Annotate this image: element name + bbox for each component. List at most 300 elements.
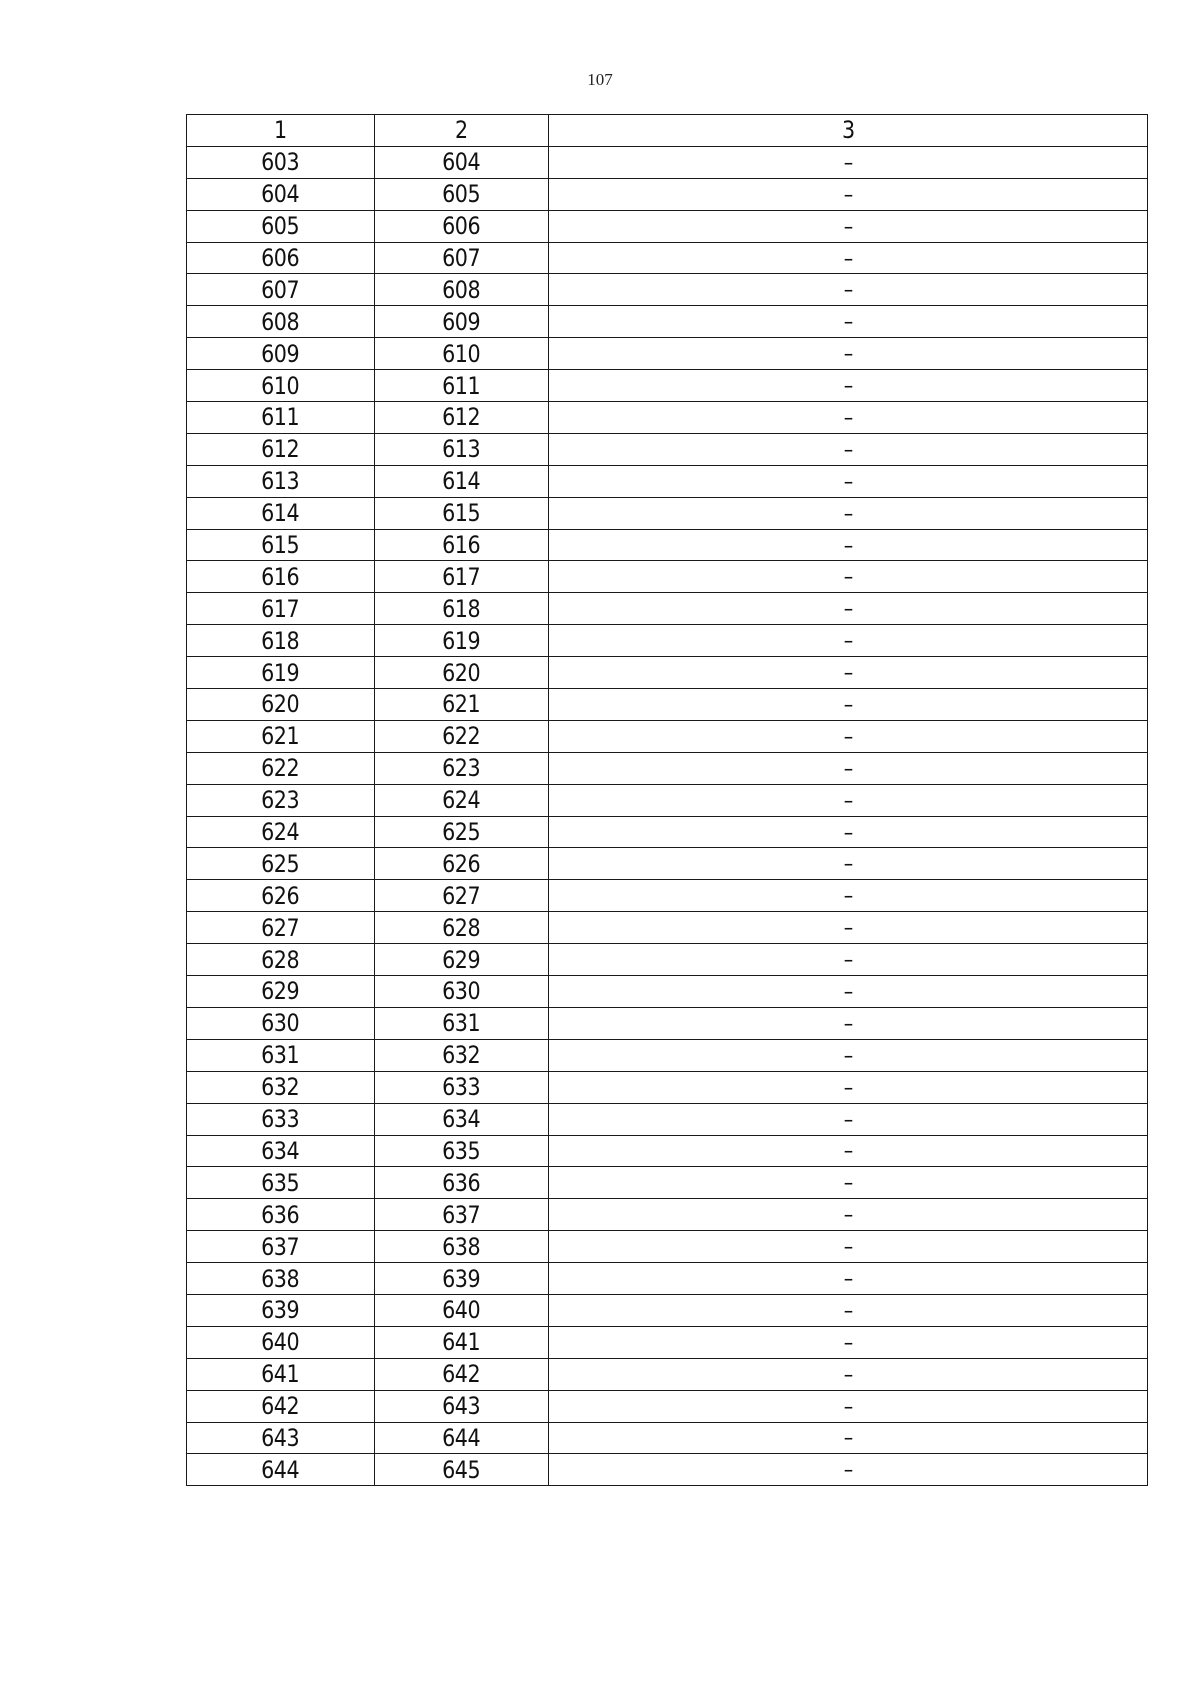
- number-value: 625: [261, 849, 300, 878]
- table-cell-col-2: [375, 1071, 549, 1103]
- dash-value: –: [843, 374, 853, 400]
- table-cell-col-2: [375, 1390, 549, 1422]
- number-value: 626: [261, 881, 300, 910]
- table-row: [187, 752, 1148, 784]
- number-value: 614: [261, 499, 300, 528]
- table-cell-col-3: [549, 944, 1148, 976]
- number-value: 607: [261, 275, 300, 304]
- number-value: 627: [261, 913, 300, 942]
- table-cell-col-3: [549, 1358, 1148, 1390]
- number-value: 609: [261, 339, 300, 368]
- dash-value: –: [843, 1330, 853, 1356]
- table-cell-col-1: [187, 1263, 375, 1295]
- table-cell-col-2: [375, 1263, 549, 1295]
- table-row: [187, 1326, 1148, 1358]
- table-cell-col-2: [375, 720, 549, 752]
- table-cell-col-1: [187, 976, 375, 1008]
- number-value: 615: [442, 499, 481, 528]
- table-cell-col-3: [549, 1135, 1148, 1167]
- table-cell-col-1: [187, 306, 375, 338]
- number-value: 610: [261, 371, 300, 400]
- number-value: 624: [261, 818, 300, 847]
- dash-value: –: [843, 150, 853, 176]
- dash-value: –: [843, 820, 853, 846]
- table-row: [187, 465, 1148, 497]
- table-row: [187, 1231, 1148, 1263]
- table-row: [187, 720, 1148, 752]
- dash-value: –: [843, 278, 853, 304]
- table-cell-col-2: [375, 848, 549, 880]
- number-value: 604: [261, 180, 300, 209]
- table-row: [187, 1390, 1148, 1422]
- table-cell-col-3: [549, 338, 1148, 370]
- number-value: 641: [442, 1328, 481, 1357]
- number-value: 609: [442, 307, 481, 336]
- column-header-3: [549, 115, 1148, 147]
- table-cell-col-2: [375, 1454, 549, 1486]
- table-cell-col-1: [187, 338, 375, 370]
- dash-value: –: [843, 1139, 853, 1165]
- number-value: 621: [442, 690, 481, 719]
- table-row: [187, 1294, 1148, 1326]
- table-cell-col-1: [187, 529, 375, 561]
- dash-value: –: [843, 1298, 853, 1324]
- dash-value: –: [843, 724, 853, 750]
- number-value: 629: [261, 977, 300, 1006]
- number-value: 604: [442, 148, 481, 177]
- number-value: 625: [442, 818, 481, 847]
- number-value: 631: [442, 1009, 481, 1038]
- table-cell-col-2: [375, 625, 549, 657]
- number-value: 616: [261, 562, 300, 591]
- number-value: 622: [261, 754, 300, 783]
- number-value: 616: [442, 531, 481, 560]
- table-cell-col-3: [549, 689, 1148, 721]
- number-value: 629: [442, 945, 481, 974]
- table-cell-col-1: [187, 370, 375, 402]
- table-cell-col-1: [187, 912, 375, 944]
- table-cell-col-3: [549, 1294, 1148, 1326]
- table-row: [187, 433, 1148, 465]
- table-row: [187, 657, 1148, 689]
- table-cell-col-2: [375, 497, 549, 529]
- dash-value: –: [843, 1394, 853, 1420]
- table-cell-col-2: [375, 752, 549, 784]
- table-cell-col-3: [549, 848, 1148, 880]
- number-value: 630: [261, 1009, 300, 1038]
- data-table: [186, 114, 1148, 1486]
- table-cell-col-1: [187, 146, 375, 178]
- table-cell-col-1: [187, 657, 375, 689]
- table-cell-col-2: [375, 402, 549, 434]
- table-cell-col-3: [549, 274, 1148, 306]
- table-row: [187, 880, 1148, 912]
- number-value: 641: [261, 1360, 300, 1389]
- table-cell-col-3: [549, 1167, 1148, 1199]
- number-value: 633: [442, 1073, 481, 1102]
- number-value: 644: [442, 1423, 481, 1452]
- table-cell-col-3: [549, 816, 1148, 848]
- table-cell-col-2: [375, 1039, 549, 1071]
- table-row: [187, 1103, 1148, 1135]
- table-cell-col-2: [375, 561, 549, 593]
- column-header-3-label: 3: [841, 116, 855, 145]
- table-cell-col-2: [375, 210, 549, 242]
- table-cell-col-2: [375, 529, 549, 561]
- table-cell-col-3: [549, 242, 1148, 274]
- table-cell-col-1: [187, 1135, 375, 1167]
- dash-value: –: [843, 310, 853, 336]
- number-value: 622: [442, 722, 481, 751]
- number-value: 606: [442, 212, 481, 241]
- table-cell-col-1: [187, 689, 375, 721]
- table-cell-col-3: [549, 1103, 1148, 1135]
- number-value: 623: [261, 786, 300, 815]
- number-value: 632: [261, 1073, 300, 1102]
- table-cell-col-2: [375, 1167, 549, 1199]
- table-cell-col-3: [549, 178, 1148, 210]
- table-row: [187, 1135, 1148, 1167]
- table-row: [187, 784, 1148, 816]
- number-value: 607: [442, 244, 481, 272]
- table-cell-col-1: [187, 402, 375, 434]
- number-value: 614: [442, 467, 481, 496]
- dash-value: –: [843, 788, 853, 814]
- table-cell-col-3: [549, 1199, 1148, 1231]
- column-header-1: [187, 115, 375, 147]
- number-value: 636: [442, 1168, 481, 1197]
- table-cell-col-3: [549, 1390, 1148, 1422]
- column-header-2-label: 2: [455, 116, 468, 145]
- table-row: [187, 1199, 1148, 1231]
- dash-value: –: [843, 533, 853, 559]
- table-cell-col-1: [187, 1326, 375, 1358]
- table-cell-col-2: [375, 433, 549, 465]
- dash-value: –: [843, 1171, 853, 1197]
- table-row: [187, 944, 1148, 976]
- table-row: [187, 912, 1148, 944]
- table-cell-col-1: [187, 1390, 375, 1422]
- dash-value: –: [843, 469, 853, 495]
- table-cell-col-1: [187, 1199, 375, 1231]
- table-cell-col-3: [549, 1422, 1148, 1454]
- number-value: 611: [442, 371, 481, 400]
- dash-value: –: [843, 1203, 853, 1229]
- number-value: 635: [261, 1168, 300, 1197]
- table-cell-col-3: [549, 1263, 1148, 1295]
- table-row: [187, 402, 1148, 434]
- table-row: [187, 1263, 1148, 1295]
- table-cell-col-1: [187, 1071, 375, 1103]
- table-row: [187, 1167, 1148, 1199]
- table-cell-col-3: [549, 1326, 1148, 1358]
- table-cell-col-2: [375, 593, 549, 625]
- table-cell-col-3: [549, 210, 1148, 242]
- table-cell-col-1: [187, 880, 375, 912]
- number-value: 639: [442, 1264, 481, 1293]
- table-cell-col-3: [549, 720, 1148, 752]
- table-cell-col-1: [187, 720, 375, 752]
- table-cell-col-3: [549, 306, 1148, 338]
- number-value: 610: [442, 339, 481, 368]
- number-value: 611: [261, 403, 300, 432]
- number-value: 644: [261, 1455, 300, 1484]
- number-value: 621: [261, 722, 300, 751]
- table-row: [187, 1358, 1148, 1390]
- dash-value: –: [843, 661, 853, 687]
- table-body: [187, 146, 1148, 1485]
- table-cell-col-2: [375, 944, 549, 976]
- dash-value: –: [843, 884, 853, 910]
- number-value: 638: [261, 1264, 300, 1293]
- dash-value: –: [843, 629, 853, 655]
- table-row: [187, 625, 1148, 657]
- table-row: [187, 561, 1148, 593]
- table-cell-col-2: [375, 657, 549, 689]
- table-cell-col-3: [549, 146, 1148, 178]
- table-cell-col-2: [375, 1199, 549, 1231]
- number-value: 637: [261, 1232, 300, 1261]
- dash-value: –: [843, 1043, 853, 1069]
- table-row: [187, 146, 1148, 178]
- number-value: 624: [442, 786, 481, 815]
- table-cell-col-3: [549, 625, 1148, 657]
- table-cell-col-2: [375, 816, 549, 848]
- table-row: [187, 848, 1148, 880]
- number-value: 631: [261, 1041, 300, 1070]
- dash-value: –: [843, 565, 853, 591]
- table-cell-col-2: [375, 274, 549, 306]
- dash-value: –: [843, 342, 853, 368]
- table-cell-col-2: [375, 1422, 549, 1454]
- table-cell-col-3: [549, 912, 1148, 944]
- dash-value: –: [843, 979, 853, 1005]
- table-cell-col-1: [187, 752, 375, 784]
- number-value: 613: [442, 435, 481, 464]
- number-value: 605: [442, 180, 481, 209]
- table-cell-col-1: [187, 1454, 375, 1486]
- table-cell-col-2: [375, 306, 549, 338]
- table-cell-col-1: [187, 274, 375, 306]
- number-value: 639: [261, 1296, 300, 1325]
- table-cell-col-1: [187, 848, 375, 880]
- table-cell-col-3: [549, 465, 1148, 497]
- table-cell-col-1: [187, 1422, 375, 1454]
- number-value: 617: [261, 594, 300, 623]
- number-value: 636: [261, 1200, 300, 1229]
- table-cell-col-3: [549, 784, 1148, 816]
- table-cell-col-2: [375, 880, 549, 912]
- table-row: [187, 976, 1148, 1008]
- table-cell-col-1: [187, 1294, 375, 1326]
- table-row: [187, 816, 1148, 848]
- table-cell-col-3: [549, 880, 1148, 912]
- table-row: [187, 1454, 1148, 1486]
- table-cell-col-3: [549, 1039, 1148, 1071]
- table-row: [187, 593, 1148, 625]
- table-cell-col-1: [187, 242, 375, 274]
- table-row: [187, 178, 1148, 210]
- dash-value: –: [843, 214, 853, 240]
- number-value: 612: [261, 435, 300, 464]
- table-cell-col-3: [549, 657, 1148, 689]
- table-row: [187, 1039, 1148, 1071]
- table-cell-col-2: [375, 338, 549, 370]
- table-cell-col-3: [549, 593, 1148, 625]
- table-cell-col-3: [549, 402, 1148, 434]
- number-value: 619: [442, 626, 481, 655]
- dash-value: –: [843, 1362, 853, 1388]
- table-cell-col-2: [375, 784, 549, 816]
- number-value: 617: [442, 562, 481, 591]
- table-cell-col-1: [187, 1103, 375, 1135]
- dash-value: –: [843, 1267, 853, 1292]
- number-value: 645: [442, 1455, 481, 1484]
- table-cell-col-3: [549, 752, 1148, 784]
- table-cell-col-1: [187, 816, 375, 848]
- dash-value: –: [843, 1107, 853, 1133]
- table-cell-col-1: [187, 944, 375, 976]
- table-cell-col-2: [375, 370, 549, 402]
- dash-value: –: [843, 405, 853, 431]
- number-value: 606: [261, 244, 300, 272]
- table-cell-col-3: [549, 1071, 1148, 1103]
- table-cell-col-1: [187, 497, 375, 529]
- dash-value: –: [843, 246, 853, 272]
- number-value: 640: [442, 1296, 481, 1325]
- number-value: 643: [261, 1423, 300, 1452]
- dash-value: –: [843, 437, 853, 463]
- number-value: 620: [261, 690, 300, 719]
- table-cell-col-1: [187, 593, 375, 625]
- dash-value: –: [843, 692, 853, 718]
- number-value: 637: [442, 1200, 481, 1229]
- dash-value: –: [843, 597, 853, 623]
- number-value: 612: [442, 403, 481, 432]
- table-row: [187, 689, 1148, 721]
- dash-value: –: [843, 756, 853, 782]
- number-value: 619: [261, 658, 300, 687]
- table-cell-col-2: [375, 1294, 549, 1326]
- number-value: 608: [261, 307, 300, 336]
- number-value: 640: [261, 1328, 300, 1357]
- table-cell-col-2: [375, 1007, 549, 1039]
- dash-value: –: [843, 852, 853, 878]
- table-row: [187, 529, 1148, 561]
- number-value: 630: [442, 977, 481, 1006]
- table-row: [187, 306, 1148, 338]
- table-cell-col-1: [187, 178, 375, 210]
- number-value: 634: [261, 1136, 300, 1165]
- dash-value: –: [843, 1075, 853, 1101]
- number-value: 628: [442, 913, 481, 942]
- table-row: [187, 1071, 1148, 1103]
- table-cell-col-1: [187, 625, 375, 657]
- table-cell-col-1: [187, 1039, 375, 1071]
- table-cell-col-1: [187, 1007, 375, 1039]
- number-value: 615: [261, 531, 300, 560]
- table-cell-col-2: [375, 465, 549, 497]
- number-value: 605: [261, 212, 300, 241]
- dash-value: –: [843, 1426, 853, 1452]
- table-cell-col-1: [187, 784, 375, 816]
- number-value: 613: [261, 467, 300, 496]
- table-cell-col-3: [549, 433, 1148, 465]
- dash-value: –: [843, 1458, 853, 1484]
- table-cell-col-2: [375, 178, 549, 210]
- table-cell-col-2: [375, 1103, 549, 1135]
- table-cell-col-1: [187, 561, 375, 593]
- number-value: 635: [442, 1136, 481, 1165]
- table-row: [187, 497, 1148, 529]
- number-value: 623: [442, 754, 481, 783]
- table-cell-col-3: [549, 1007, 1148, 1039]
- number-value: 642: [261, 1392, 300, 1421]
- table-row: [187, 210, 1148, 242]
- table-cell-col-3: [549, 1231, 1148, 1263]
- table-cell-col-1: [187, 433, 375, 465]
- page-number: 107: [587, 70, 613, 89]
- number-value: 618: [261, 626, 300, 655]
- table-cell-col-1: [187, 1358, 375, 1390]
- number-value: 618: [442, 594, 481, 623]
- table-cell-col-3: [549, 976, 1148, 1008]
- dash-value: –: [843, 1011, 853, 1037]
- table-cell-col-2: [375, 689, 549, 721]
- number-value: 633: [261, 1105, 300, 1134]
- table-cell-col-3: [549, 497, 1148, 529]
- number-value: 638: [442, 1232, 481, 1261]
- dash-value: –: [843, 501, 853, 527]
- number-value: 643: [442, 1392, 481, 1421]
- table-row: [187, 274, 1148, 306]
- number-value: 627: [442, 881, 481, 910]
- dash-value: –: [843, 1235, 853, 1261]
- table-cell-col-3: [549, 370, 1148, 402]
- table-cell-col-2: [375, 912, 549, 944]
- number-value: 634: [442, 1105, 481, 1134]
- table-cell-col-1: [187, 1231, 375, 1263]
- number-value: 620: [442, 658, 481, 687]
- table-header-row: [187, 115, 1148, 147]
- table-cell-col-3: [549, 529, 1148, 561]
- column-header-1-label: 1: [274, 116, 287, 145]
- table-cell-col-3: [549, 1454, 1148, 1486]
- column-header-2: [375, 115, 549, 147]
- table-cell-col-1: [187, 1167, 375, 1199]
- table-cell-col-2: [375, 1358, 549, 1390]
- table-cell-col-2: [375, 1135, 549, 1167]
- number-value: 626: [442, 849, 481, 878]
- table-cell-col-3: [549, 561, 1148, 593]
- table-cell-col-2: [375, 1326, 549, 1358]
- table-row: [187, 1422, 1148, 1454]
- number-value: 632: [442, 1041, 481, 1070]
- table-row: [187, 1007, 1148, 1039]
- table-cell-col-2: [375, 242, 549, 274]
- number-value: 603: [261, 148, 300, 177]
- table-cell-col-1: [187, 465, 375, 497]
- table-cell-col-1: [187, 210, 375, 242]
- table-cell-col-2: [375, 146, 549, 178]
- dash-value: –: [843, 916, 853, 942]
- dash-value: –: [843, 948, 853, 974]
- dash-value: –: [843, 182, 853, 208]
- table-row: [187, 370, 1148, 402]
- table-row: [187, 242, 1148, 274]
- table-cell-col-2: [375, 976, 549, 1008]
- table-cell-col-2: [375, 1231, 549, 1263]
